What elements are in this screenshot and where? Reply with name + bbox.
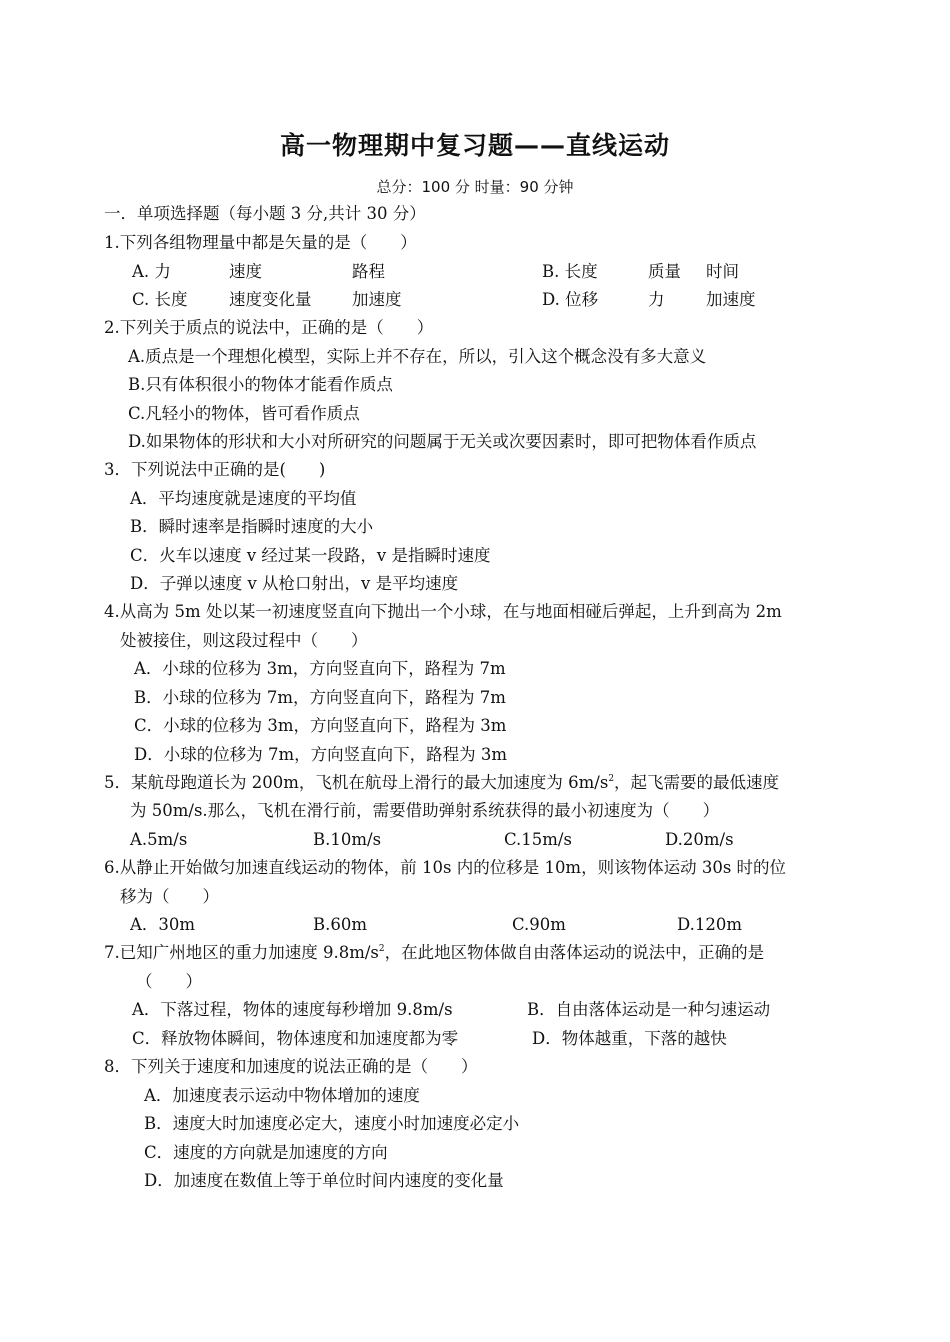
question-6-stem-line1: 6.从静止开始做匀加速直线运动的物体，前 10s 内的位移是 10m，则该物体运动 30s 时的位 <box>104 858 787 877</box>
q1-option-a-term2: 速度 <box>229 262 262 281</box>
question-5-stem-line2: 为 50m/s.那么，飞机在滑行前，需要借助弹射系统获得的最小初速度为（ ） <box>130 801 720 820</box>
q6-option-d: D.120m <box>677 915 743 934</box>
question-4-stem-line2: 处被接住，则这段过程中（ ） <box>120 631 368 650</box>
question-4-stem-line1: 4.从高为 5m 处以某一初速度竖直向下抛出一个小球，在与地面相碰后弹起，上升到高为 2m <box>104 602 782 621</box>
q5-option-b: B.10m/s <box>313 830 382 849</box>
q5-stem-superscript: 2 <box>608 774 615 784</box>
q1-option-c: C. 长度 <box>132 290 188 309</box>
q7-option-d: D．物体越重，下落的越快 <box>532 1029 727 1048</box>
q3-option-b: B．瞬时速率是指瞬时速度的大小 <box>130 517 374 536</box>
q7-option-b: B．自由落体运动是一种匀速运动 <box>527 1000 771 1019</box>
q4-option-c: C．小球的位移为 3m，方向竖直向下，路程为 3m <box>134 716 507 735</box>
q3-option-a: A．平均速度就是速度的平均值 <box>130 489 357 508</box>
q2-option-c: C.凡轻小的物体，皆可看作质点 <box>128 404 360 423</box>
q6-option-b: B.60m <box>313 915 368 934</box>
q8-option-a: A．加速度表示运动中物体增加的速度 <box>144 1086 420 1105</box>
q5-stem-part1: 5．某航母跑道长为 200m，飞机在航母上滑行的最大加速度为 6m/s <box>104 773 609 792</box>
q4-option-b: B．小球的位移为 7m，方向竖直向下，路程为 7m <box>134 688 506 707</box>
question-8-stem: 8．下列关于速度和加速度的说法正确的是（ ） <box>104 1057 478 1076</box>
q1-option-d-term2: 力 <box>648 290 665 309</box>
question-1-stem: 1.下列各组物理量中都是矢量的是（ ） <box>104 233 417 252</box>
q6-option-c: C.90m <box>512 915 566 934</box>
question-3-stem: 3．下列说法中正确的是( ) <box>104 460 326 479</box>
q8-option-c: C．速度的方向就是加速度的方向 <box>144 1143 388 1162</box>
q8-option-d: D．加速度在数值上等于单位时间内速度的变化量 <box>144 1171 504 1190</box>
question-6-stem-line2: 移为（ ） <box>120 887 219 906</box>
page-title: 高一物理期中复习题——直线运动 <box>279 131 670 160</box>
q7-option-c: C．释放物体瞬间，物体速度和加速度都为零 <box>132 1029 459 1048</box>
q7-stem-part2: ，在此地区物体做自由落体运动的说法中，正确的是 <box>384 943 765 962</box>
q5-option-c: C.15m/s <box>504 830 572 849</box>
q1-option-a: A. 力 <box>132 262 171 281</box>
q1-option-a-term3: 路程 <box>352 262 385 281</box>
q1-option-d: D. 位移 <box>542 290 599 309</box>
q5-option-d: D.20m/s <box>665 830 734 849</box>
section-heading: 一．单项选择题（每小题 3 分,共计 30 分） <box>104 204 426 223</box>
q6-option-a: A．30m <box>130 915 196 934</box>
q7-stem-part1: 7.已知广州地区的重力加速度 9.8m/s <box>104 943 379 962</box>
q3-option-c: C．火车以速度 v 经过某一段路，v 是指瞬时速度 <box>130 546 491 565</box>
q2-option-b: B.只有体积很小的物体才能看作质点 <box>128 375 393 394</box>
question-7-stem-line1 <box>104 942 764 964</box>
q1-option-c-term3: 加速度 <box>352 290 402 309</box>
page-subtitle: 总分：100 分 时量：90 分钟 <box>376 178 574 196</box>
q2-option-a: A.质点是一个理想化模型，实际上并不存在，所以，引入这个概念没有多大意义 <box>128 347 707 366</box>
q1-option-b-term3: 时间 <box>706 262 739 281</box>
question-5-stem-line1 <box>104 772 779 794</box>
question-7-stem-line2: （ ） <box>136 972 202 991</box>
q1-option-b-term2: 质量 <box>648 262 681 281</box>
q1-option-d-term3: 加速度 <box>706 290 756 309</box>
q1-option-c-term2: 速度变化量 <box>229 290 312 309</box>
q4-option-a: A．小球的位移为 3m，方向竖直向下，路程为 7m <box>134 659 506 678</box>
q7-option-a: A．下落过程，物体的速度每秒增加 9.8m/s <box>132 1000 453 1019</box>
q7-stem-superscript: 2 <box>378 944 385 954</box>
q8-option-b: B．速度大时加速度必定大，速度小时加速度必定小 <box>144 1114 520 1133</box>
q2-option-d: D.如果物体的形状和大小对所研究的问题属于无关或次要因素时，即可把物体看作质点 <box>128 432 757 451</box>
q5-stem-part2: ，起飞需要的最低速度 <box>614 773 780 792</box>
q5-option-a: A.5m/s <box>130 830 188 849</box>
q3-option-d: D．子弹以速度 v 从枪口射出，v 是平均速度 <box>130 574 459 593</box>
q4-option-d: D．小球的位移为 7m，方向竖直向下，路程为 3m <box>134 745 508 764</box>
q1-option-b: B. 长度 <box>542 262 598 281</box>
question-2-stem: 2.下列关于质点的说法中，正确的是（ ） <box>104 318 434 337</box>
